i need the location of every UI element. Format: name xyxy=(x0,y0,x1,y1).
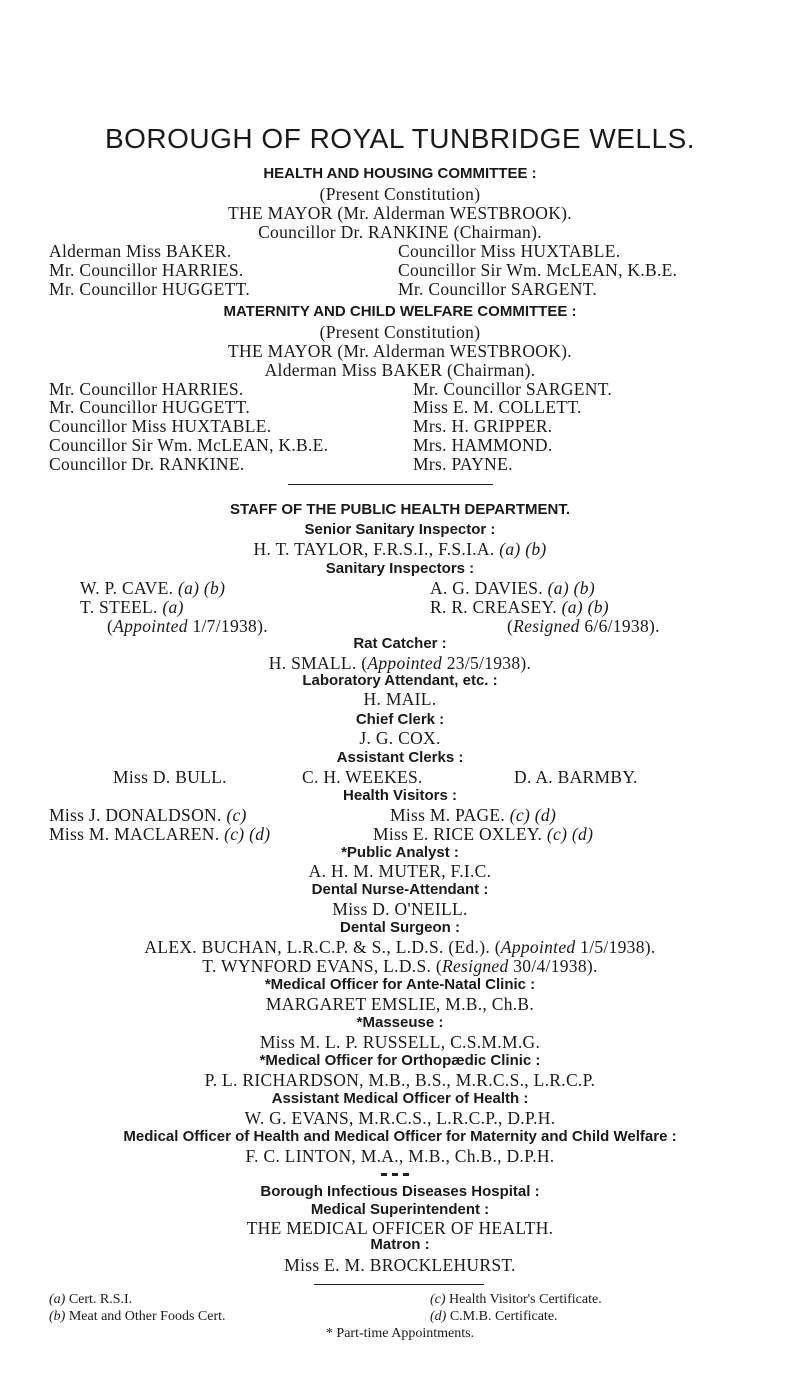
separator-dash xyxy=(381,1173,387,1176)
antenatal-label: *Medical Officer for Ante-Natal Clinic : xyxy=(264,976,536,994)
footnote-part-time: * Part-time Appointments. xyxy=(325,1326,475,1341)
maternity-mayor: THE MAYOR (Mr. Alderman WESTBROOK). xyxy=(228,340,572,361)
dental-nurse: Miss D. O'NEILL. xyxy=(332,898,468,919)
footnote-b: (b) Meat and Other Foods Cert. xyxy=(49,1309,226,1324)
inspector: A. G. DAVIES. (a) (b) xyxy=(430,577,595,598)
chief-clerk: J. G. COX. xyxy=(359,728,441,749)
assistant-moh: W. G. EVANS, M.R.C.S., L.R.C.P., D.P.H. xyxy=(244,1107,556,1128)
chief-clerk-label: Chief Clerk : xyxy=(355,711,445,729)
inspectors-label: Sanitary Inspectors : xyxy=(325,559,475,577)
hospital-heading: Borough Infectious Diseases Hospital : xyxy=(260,1183,540,1201)
moh: F. C. LINTON, M.A., M.B., Ch.B., D.P.H. xyxy=(245,1145,555,1166)
assistant-moh-label: Assistant Medical Officer of Health : xyxy=(271,1089,529,1107)
senior-inspector-label: Senior Sanitary Inspector : xyxy=(304,520,496,538)
inspector: T. STEEL. (a) xyxy=(80,596,184,617)
masseuse-label: *Masseuse : xyxy=(356,1013,444,1031)
maternity-member: Mr. Councillor HARRIES. xyxy=(49,378,244,399)
health-housing-heading: HEALTH AND HOUSING COMMITTEE : xyxy=(263,164,537,182)
inspector: R. R. CREASEY. (a) (b) xyxy=(430,596,609,617)
maternity-member: Mrs. PAYNE. xyxy=(413,454,513,475)
maternity-member: Councillor Sir Wm. McLEAN, K.B.E. xyxy=(49,435,329,456)
dental-surgeon-label: Dental Surgeon : xyxy=(339,919,460,937)
maternity-heading: MATERNITY AND CHILD WELFARE COMMITTEE : xyxy=(223,302,577,320)
public-analyst-label: *Public Analyst : xyxy=(341,843,459,861)
health-housing-member: Councillor Sir Wm. McLEAN, K.B.E. xyxy=(398,259,678,280)
matron: Miss E. M. BROCKLEHURST. xyxy=(284,1255,516,1275)
rat-catcher: H. SMALL. (Appointed 23/5/1938). xyxy=(268,652,532,673)
masseuse: Miss M. L. P. RUSSELL, C.S.M.M.G. xyxy=(259,1031,541,1052)
antenatal-officer: MARGARET EMSLIE, M.B., Ch.B. xyxy=(265,994,535,1015)
assistant-clerk: Miss D. BULL. xyxy=(113,767,227,787)
maternity-constitution: (Present Constitution) xyxy=(319,321,481,342)
public-analyst: A. H. M. MUTER, F.I.C. xyxy=(308,860,492,881)
matron-label: Matron : xyxy=(370,1235,430,1253)
assistant-clerks-label: Assistant Clerks : xyxy=(336,748,464,766)
health-housing-chairman: Councillor Dr. RANKINE (Chairman). xyxy=(258,221,542,242)
health-housing-member: Mr. Councillor HUGGETT. xyxy=(49,278,250,299)
health-housing-member: Mr. Councillor HARRIES. xyxy=(49,259,244,280)
assistant-clerk: D. A. BARMBY. xyxy=(514,767,638,787)
health-housing-constitution: (Present Constitution) xyxy=(319,183,481,204)
footnote-divider xyxy=(314,1284,484,1285)
orthopaedic-label: *Medical Officer for Orthopædic Clinic : xyxy=(259,1051,541,1069)
moh-label: Medical Officer of Health and Medical Officer for Maternity and Child Welfare : xyxy=(123,1127,677,1145)
senior-inspector: H. T. TAYLOR, F.R.S.I., F.S.I.A. (a) (b) xyxy=(253,538,547,559)
dental-surgeon: ALEX. BUCHAN, L.R.C.P. & S., L.D.S. (Ed.). (Appointed 1/5/1938). xyxy=(144,937,656,958)
inspector: W. P. CAVE. (a) (b) xyxy=(80,577,226,598)
page-title: BOROUGH OF ROYAL TUNBRIDGE WELLS. xyxy=(104,122,696,154)
health-visitors-label: Health Visitors : xyxy=(343,786,457,804)
footnote-d: (d) C.M.B. Certificate. xyxy=(430,1309,558,1324)
assistant-clerk: C. H. WEEKES. xyxy=(302,767,423,787)
health-visitor: Miss J. DONALDSON. (c) xyxy=(49,804,247,825)
maternity-member: Miss E. M. COLLETT. xyxy=(413,397,582,418)
footnote-a: (a) Cert. R.S.I. xyxy=(49,1292,133,1307)
maternity-member: Councillor Dr. RANKINE. xyxy=(49,454,245,475)
lab-attendant: H. MAIL. xyxy=(363,689,437,710)
maternity-member: Mrs. HAMMOND. xyxy=(413,435,553,456)
dental-surgeon: T. WYNFORD EVANS, L.D.S. (Resigned 30/4/1938). xyxy=(202,956,598,977)
health-housing-member: Alderman Miss BAKER. xyxy=(49,240,232,261)
inspector-appointed-note: (Appointed 1/7/1938). xyxy=(107,615,268,636)
health-visitor: Miss M. PAGE. (c) (d) xyxy=(390,804,557,825)
footnote-c: (c) Health Visitor's Certificate. xyxy=(430,1292,602,1307)
separator-dash xyxy=(392,1173,398,1176)
inspector-resigned-note: (Resigned 6/6/1938). xyxy=(507,615,660,636)
health-housing-member: Mr. Councillor SARGENT. xyxy=(398,278,598,299)
health-housing-mayor: THE MAYOR (Mr. Alderman WESTBROOK). xyxy=(228,202,572,223)
health-housing-member: Councillor Miss HUXTABLE. xyxy=(398,240,621,261)
orthopaedic-officer: P. L. RICHARDSON, M.B., B.S., M.R.C.S., L.R.C.P. xyxy=(204,1069,596,1090)
maternity-member: Mrs. H. GRIPPER. xyxy=(413,416,553,437)
maternity-chairman: Alderman Miss BAKER (Chairman). xyxy=(264,359,536,380)
superintendent: THE MEDICAL OFFICER OF HEALTH. xyxy=(246,1217,554,1238)
section-divider xyxy=(288,484,493,485)
staff-heading: STAFF OF THE PUBLIC HEALTH DEPARTMENT. xyxy=(230,501,570,519)
health-visitor: Miss M. MACLAREN. (c) (d) xyxy=(49,823,271,844)
superintendent-label: Medical Superintendent : xyxy=(310,1201,490,1219)
maternity-member: Mr. Councillor HUGGETT. xyxy=(49,397,250,418)
lab-attendant-label: Laboratory Attendant, etc. : xyxy=(302,672,498,690)
rat-catcher-label: Rat Catcher : xyxy=(353,634,447,652)
health-visitor: Miss E. RICE OXLEY. (c) (d) xyxy=(373,823,594,844)
maternity-member: Councillor Miss HUXTABLE. xyxy=(49,416,272,437)
dental-nurse-label: Dental Nurse-Attendant : xyxy=(311,881,489,899)
separator-dash xyxy=(403,1173,409,1176)
maternity-member: Mr. Councillor SARGENT. xyxy=(413,378,613,399)
